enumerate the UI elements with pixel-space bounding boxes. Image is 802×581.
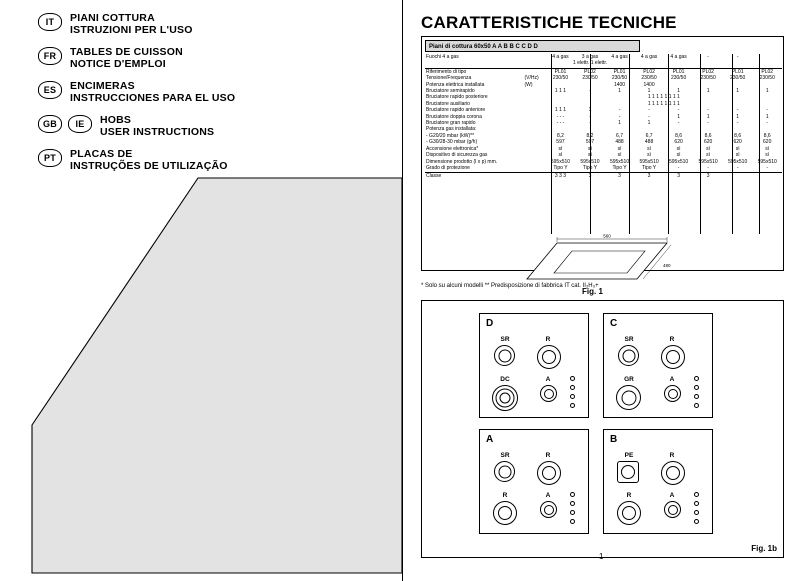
cell-config-5: 4 a gas <box>670 54 687 60</box>
row-value: 8,2 <box>556 132 564 139</box>
row-value: 595x510 <box>609 158 630 165</box>
row-value: 595x510 <box>669 158 689 165</box>
row-value: - <box>766 164 769 171</box>
row-value: 3 3 3 <box>554 173 567 180</box>
row-value: 6,7 <box>645 132 653 139</box>
row-value: PL01 <box>731 68 744 75</box>
row-value: - <box>618 113 621 120</box>
quadrant-a <box>479 429 589 534</box>
row-value: 230/50 <box>700 75 716 82</box>
row-value: - <box>589 113 591 120</box>
row-label: Riferimento di tipo <box>426 68 467 75</box>
row-value: PL02 <box>584 68 596 75</box>
row-value: sì <box>706 145 711 152</box>
row-value: - <box>589 88 591 95</box>
row-value: 8,6 <box>734 132 742 139</box>
quadrant-label-c: C <box>610 318 618 329</box>
row-value: 230/50 <box>611 75 628 82</box>
row-value: sì <box>706 152 711 159</box>
row-value: - <box>736 164 739 171</box>
specs-footnote: * Solo su alcuni modelli ** Predisposizione di fabbrica IT cat. II₂H₃+ <box>421 283 599 289</box>
row-value: 488 <box>644 139 654 146</box>
row-value: - <box>707 107 709 114</box>
row-value: - <box>618 107 621 114</box>
control-knob[interactable] <box>570 403 575 408</box>
row-value: 1 <box>765 88 769 95</box>
row-value: 8,6 <box>763 132 771 139</box>
burner-sr <box>618 345 639 366</box>
row-value: - <box>677 107 680 114</box>
language-text-fr <box>70 46 183 70</box>
row-value: 597 <box>556 139 565 146</box>
row-value: 1 <box>706 113 710 120</box>
row-value: 230/50 <box>552 75 569 82</box>
row-value: PL02 <box>761 68 774 75</box>
language-subtitle-it: ISTRUZIONI PER L'USO <box>70 24 193 36</box>
burner-r <box>661 345 685 369</box>
row-value: 1 <box>736 113 740 120</box>
row-value: 6,7 <box>616 132 623 139</box>
row-label: Bruciatore rapido anteriore <box>426 107 486 114</box>
language-row-fr <box>38 46 388 70</box>
row-value: 3 <box>618 173 621 180</box>
row-value: sì <box>735 152 740 159</box>
row-unit: (W) <box>524 81 533 88</box>
burner-r <box>617 501 641 525</box>
row-value: 595x510 <box>757 158 777 165</box>
row-value: - <box>707 164 709 171</box>
row-value: Tipo Y <box>553 164 568 171</box>
control-knob[interactable] <box>694 403 699 408</box>
burner-code: DC <box>500 376 510 383</box>
burner-a <box>540 501 557 518</box>
quadrant-label-d: D <box>486 318 494 329</box>
burner-code: SR <box>500 452 510 459</box>
burner-code: R <box>669 336 675 343</box>
row-value: sì <box>588 152 592 159</box>
row-value: sì <box>676 145 681 152</box>
row-value: 1 <box>618 120 621 127</box>
row-value: 1 <box>647 120 651 127</box>
table-row <box>425 173 782 180</box>
quadrant-c <box>603 313 713 418</box>
burner-sr <box>494 345 515 366</box>
row-label: Accensione elettronica* <box>426 145 479 152</box>
control-knob[interactable] <box>694 492 699 497</box>
row-value: 620 <box>733 139 742 146</box>
row-label: Grado di protezione <box>426 164 470 171</box>
language-row-pt <box>38 148 388 172</box>
burner-dc <box>492 385 518 411</box>
row-value: sì <box>558 145 563 152</box>
specs-header-bar: Piani di cottura 60x50 A A B B C C D D <box>425 40 640 52</box>
burner-code: A <box>669 492 675 499</box>
language-badges <box>38 46 68 65</box>
language-subtitle-es: INSTRUCCIONES PARA EL USO <box>70 92 236 104</box>
control-knob[interactable] <box>694 510 699 515</box>
country-badge-es: ES <box>38 81 62 99</box>
language-badges <box>38 148 68 167</box>
burner-code: A <box>669 376 675 383</box>
language-subtitle-pt: INSTRUÇÕES DE UTILIZAÇÃO <box>70 160 228 172</box>
row-value: 620 <box>674 139 683 146</box>
control-knob[interactable] <box>570 492 575 497</box>
row-label: Potenza elettrica installata <box>426 81 485 88</box>
row-value: 595x510 <box>639 158 659 165</box>
language-row-es <box>38 80 388 104</box>
row-value: 8,2 <box>586 132 594 139</box>
row-value: PL01 <box>613 68 626 75</box>
row-value: 230/50 <box>730 75 746 82</box>
language-row-gb-ie <box>38 114 388 138</box>
row-value: 3 <box>677 173 680 180</box>
row-value: 8,6 <box>704 132 712 139</box>
burner-code: R <box>502 492 508 499</box>
row-value: sì <box>765 152 770 159</box>
burner-r <box>661 461 685 485</box>
cell-config-3: 4 a gas <box>611 54 628 60</box>
row-label: Bruciatore semirapido <box>426 88 475 95</box>
row-value: 595x510 <box>550 158 571 165</box>
row-value: - <box>766 120 769 127</box>
row-value: - <box>736 120 739 127</box>
row-value: 620 <box>763 139 772 146</box>
row-value: sì <box>735 145 740 152</box>
cell-config-2: 3 a gas <box>581 54 599 60</box>
row-unit: (V/Hz) <box>524 75 539 82</box>
burner-code: A <box>545 376 551 383</box>
row-value: 595x510 <box>580 158 600 165</box>
row-value: - <box>648 107 650 114</box>
row-value: 1 <box>588 107 592 114</box>
row-value: 1 <box>765 113 769 120</box>
burner-code: R <box>545 452 551 459</box>
row-value: sì <box>647 145 651 152</box>
row-unit <box>524 68 546 75</box>
burner-pe <box>617 461 639 483</box>
row-value: 597 <box>585 139 595 146</box>
burner-a <box>540 385 557 402</box>
row-value: 230/50 <box>641 75 657 82</box>
svg-text:480: 480 <box>663 263 671 268</box>
language-subtitle-gb-ie: USER INSTRUCTIONS <box>100 126 215 138</box>
quadrant-d <box>479 313 589 418</box>
row-label: Potenza gas installata: <box>426 126 477 133</box>
row-value: 595x510 <box>698 158 718 165</box>
row-label: Dispositivo di sicurezza gas <box>426 152 488 159</box>
control-knob[interactable] <box>570 394 575 399</box>
row-value: 1 <box>618 88 621 95</box>
row-value: Tipo Y <box>582 164 598 171</box>
row-value: 595x510 <box>728 158 748 165</box>
country-badge-ie: IE <box>68 115 92 133</box>
burner-a <box>664 385 681 402</box>
row-value: sì <box>765 145 770 152</box>
cell-config-7: - <box>736 54 739 60</box>
hob-cover-illustration <box>30 175 402 575</box>
page-number: 1 <box>599 552 604 561</box>
row-value: 1 <box>706 88 710 95</box>
language-title-it: PIANI COTTURA <box>70 12 155 24</box>
figure-1-drawing <box>517 233 697 271</box>
control-knob[interactable] <box>694 519 699 524</box>
table-row <box>425 68 782 75</box>
country-badge-gb: GB <box>38 115 62 133</box>
row-value: 1 <box>677 88 680 95</box>
language-row-it <box>38 12 388 36</box>
row-label: Classe <box>426 173 442 180</box>
row-value: - <box>736 107 739 114</box>
control-knob[interactable] <box>570 501 575 506</box>
burner-code: R <box>545 336 551 343</box>
language-badges <box>38 114 98 133</box>
burner-code: SR <box>500 336 510 343</box>
row-label: Tensione/Frequenza <box>426 75 472 82</box>
language-title-gb-ie: HOBS <box>100 114 132 126</box>
row-value: 1400 <box>613 81 626 88</box>
row-value: 620 <box>703 139 713 146</box>
row-value: 1 1 1 1 1 1 1 1 <box>647 94 680 101</box>
burner-code: SR <box>624 336 634 343</box>
burner-sr <box>494 461 515 482</box>
row-value: 230/50 <box>759 75 775 82</box>
language-title-pt: PLACAS DE <box>70 148 133 160</box>
row-value: PL01 <box>672 68 685 75</box>
svg-text:560: 560 <box>603 233 611 239</box>
language-title-fr: TABLES DE CUISSON <box>70 46 183 58</box>
burner-code: A <box>545 492 551 499</box>
row-value: 230/50 <box>582 75 598 82</box>
row-value: sì <box>647 152 651 159</box>
row-value: 1 1 1 1 1 1 1 1 <box>647 100 680 107</box>
quadrant-label-b: B <box>610 434 618 445</box>
row-value: Tipo Y <box>612 164 627 171</box>
row-value: 3 <box>706 173 710 180</box>
row-value: 8,6 <box>675 132 683 139</box>
row-value: 1 <box>736 88 740 95</box>
burner-code: R <box>626 492 632 499</box>
figure-1-caption: Fig. 1 <box>582 287 603 296</box>
control-knob[interactable] <box>570 376 575 381</box>
cell-config-4: 4 a gas <box>640 54 658 60</box>
row-value: - - - <box>556 120 565 127</box>
language-text-it <box>70 12 193 36</box>
specs-table <box>425 54 782 180</box>
burner-code: R <box>669 452 675 459</box>
row-value: 1 <box>647 88 651 95</box>
row-value: 1 <box>677 113 680 120</box>
control-knob[interactable] <box>694 385 699 390</box>
burner-gr <box>616 385 641 410</box>
control-knob[interactable] <box>694 394 699 399</box>
row-value: sì <box>558 152 563 159</box>
row-value: sì <box>617 145 622 152</box>
burner-code: PE <box>624 452 634 459</box>
language-list <box>38 12 388 182</box>
row-value: PL01 <box>554 68 567 75</box>
right-page <box>403 0 802 581</box>
row-label: Bruciatore rapido posteriore <box>426 94 488 101</box>
language-text-gb-ie <box>100 114 214 138</box>
row-value: PL02 <box>702 68 714 75</box>
quadrant-label-a: A <box>486 434 494 445</box>
row-value: - <box>589 120 591 127</box>
row-value: - <box>677 120 680 127</box>
figure-1b-caption: Fig. 1b <box>751 544 777 553</box>
language-subtitle-fr: NOTICE D'EMPLOI <box>70 58 166 70</box>
language-badges <box>38 12 68 31</box>
cell-burner-config-label: Fuochi 4 a gas <box>426 54 459 60</box>
language-text-es <box>70 80 235 104</box>
language-text-pt <box>70 148 228 172</box>
control-knob[interactable] <box>694 501 699 506</box>
row-value: 3 <box>588 173 592 180</box>
control-knob[interactable] <box>570 385 575 390</box>
row-value: 1 1 1 <box>554 88 567 95</box>
control-knob[interactable] <box>694 376 699 381</box>
country-badge-pt: PT <box>38 149 62 167</box>
row-value: - <box>766 107 769 114</box>
country-badge-it: IT <box>38 13 62 31</box>
row-label: Bruciatore doppia corona <box>426 113 482 120</box>
burner-r <box>493 501 517 525</box>
page-title: CARATTERISTICHE TECNICHE <box>421 13 677 32</box>
burner-r <box>537 461 561 485</box>
row-value: - <box>707 120 709 127</box>
row-value: - <box>648 113 650 120</box>
row-value: sì <box>676 152 681 159</box>
row-value: PL02 <box>643 68 655 75</box>
control-knob[interactable] <box>570 519 575 524</box>
row-label: Bruciatore gran rapido <box>426 120 476 127</box>
row-value: 488 <box>615 139 624 146</box>
figure-1b-box <box>421 300 784 558</box>
country-badge-fr: FR <box>38 47 62 65</box>
row-label: - G30/28-30 mbar (g/h) <box>426 139 478 146</box>
language-title-es: ENCIMERAS <box>70 80 135 92</box>
control-knob[interactable] <box>570 510 575 515</box>
row-label: Dimensione prodotto (l x p) mm. <box>426 158 498 165</box>
row-label: Bruciatore ausiliario <box>426 100 470 107</box>
row-value: 1400 <box>643 81 655 88</box>
row-value: 1 1 1 <box>554 107 567 114</box>
language-badges <box>38 80 68 99</box>
row-value: Tipo Y <box>641 164 657 171</box>
burner-r <box>537 345 561 369</box>
cell-config-1: 4 a gas <box>552 54 569 60</box>
row-value: - - - <box>556 113 565 120</box>
row-value: sì <box>588 145 592 152</box>
cell-config-6: - <box>707 54 709 60</box>
row-value: 3 <box>647 173 651 180</box>
cell-config-electric: 1 elettr. 1 elettr. <box>572 60 608 67</box>
burner-a <box>664 501 681 518</box>
quadrant-b <box>603 429 713 534</box>
row-value: - <box>677 164 680 171</box>
burner-code: GR <box>624 376 634 383</box>
row-label: - G20/20 mbar (kW)** <box>426 132 475 139</box>
row-value: 230/50 <box>670 75 687 82</box>
row-value: sì <box>617 152 622 159</box>
